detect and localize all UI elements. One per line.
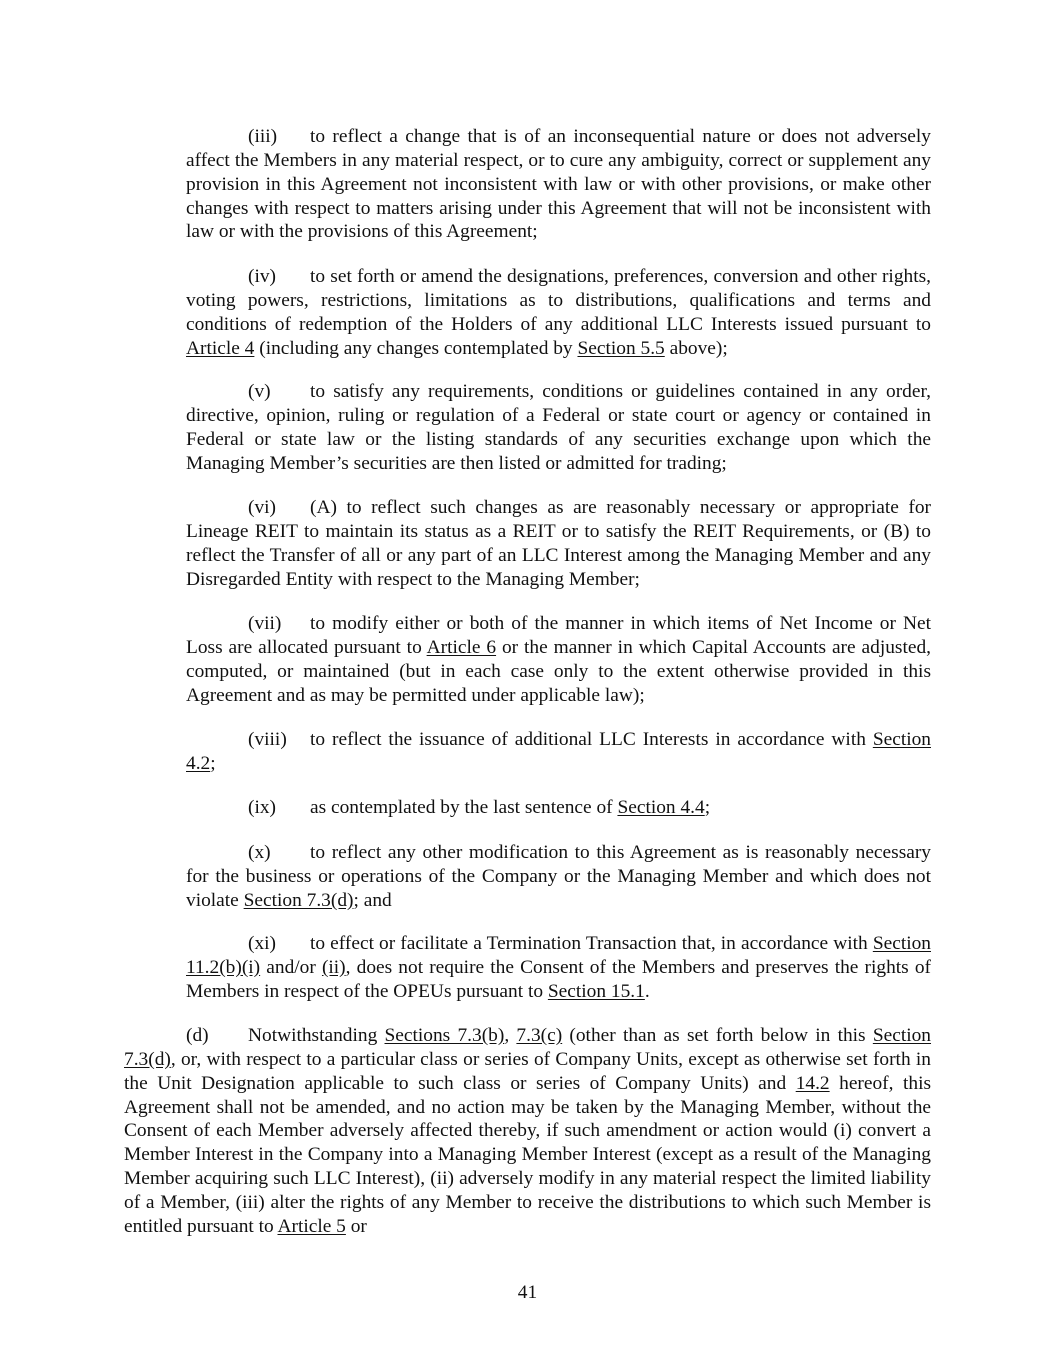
cross-reference-link[interactable]: (ii) xyxy=(321,956,346,978)
clause-label: (xi) xyxy=(248,933,276,954)
section-text: Notwithstanding xyxy=(248,1025,385,1046)
clause-text: to set forth or amend the designations, preferences, conversion and other rights, voting powers, restrictions, limitations as to distributions, qualifications and terms and conditions of redemption of the Holders of any additional LLC Interests issued pursuant to xyxy=(186,266,931,335)
clause-viii xyxy=(186,728,931,776)
cross-reference-link[interactable]: Article 6 xyxy=(426,636,497,658)
section-text: (other than as set forth below in this xyxy=(562,1025,873,1046)
cross-reference-link[interactable]: Section 5.5 xyxy=(577,337,665,359)
clause-text: ; and xyxy=(353,889,392,911)
section-text: , xyxy=(504,1025,517,1046)
clause-text: ; xyxy=(704,797,711,818)
cross-reference-link[interactable]: Section 4.2 xyxy=(186,729,931,774)
cross-reference-link[interactable]: Section 4.4 xyxy=(617,797,705,818)
clause-xi xyxy=(186,932,931,1004)
section-text: , or, with respect to a particular class or series of Company Units, except as otherwise set forth in the Unit Designation applicable to such class or series of Company Units) and xyxy=(124,1048,931,1094)
clause-text: (including any changes contemplated by xyxy=(254,337,578,359)
clause-text: and/or xyxy=(260,956,322,978)
clause-label: (vi) xyxy=(248,497,276,518)
clause-text: to reflect any other modification to this Agreement as is reasonably necessary for the business or operations of the Company or the Managing Member and which does not violate xyxy=(186,842,931,911)
cross-reference-link[interactable]: Section 7.3(d) xyxy=(243,889,354,911)
clause-iv xyxy=(186,265,931,360)
clause-label: (vii) xyxy=(248,613,282,634)
section-label: (d) xyxy=(186,1025,209,1046)
section-text: or xyxy=(345,1215,367,1237)
cross-reference-link[interactable]: Section 7.3(d) xyxy=(124,1025,932,1070)
cross-reference-link[interactable]: 7.3(c) xyxy=(516,1025,563,1046)
clause-text: (A) to reflect such changes as are reasonably necessary or appropriate for Lineage REIT to maintain its status as a REIT or to satisfy the REIT Requirements, or (B) to reflect the Transfer of all or any part of an LLC Interest among the Managing Member and any Disregarded Entity with respect to the Managing Member; xyxy=(186,497,931,590)
clause-text: above); xyxy=(664,337,728,359)
clause-text: . xyxy=(644,980,650,1002)
clause-ix xyxy=(186,796,931,820)
clause-label: (x) xyxy=(248,842,271,863)
page-number: 41 xyxy=(517,1282,538,1303)
cross-reference-link[interactable]: Article 5 xyxy=(277,1215,346,1237)
clause-label: (iii) xyxy=(248,126,278,147)
section-d xyxy=(124,1024,931,1239)
cross-reference-link[interactable]: Sections 7.3(b) xyxy=(384,1025,505,1046)
cross-reference-link[interactable]: 14.2 xyxy=(795,1072,830,1094)
cross-reference-link[interactable]: Section 15.1 xyxy=(547,980,645,1002)
cross-reference-link[interactable]: Article 4 xyxy=(186,337,255,359)
clause-label: (ix) xyxy=(248,797,276,818)
clause-v xyxy=(186,380,931,475)
clause-text: to satisfy any requirements, conditions or guidelines contained in any order, directive, opinion, ruling or regulation of a Federal or state court or agency or contained in Federal or state law or the listing standards of any securities exchange upon which the Managing Member’s securities are then listed or admitted for trading; xyxy=(186,381,931,474)
clause-text: ; xyxy=(210,752,216,774)
clause-text: , does not require the Consent of the Members and preserves the rights of Members in respect of the OPEUs pursuant to xyxy=(186,956,931,1002)
clause-text: to reflect the issuance of additional LLC Interests in accordance with xyxy=(310,729,873,750)
clause-text: or the manner in which Capital Accounts are adjusted, computed, or maintained (but in each case only to the extent otherwise provided in this Agreement and as may be permitted under applicable law); xyxy=(186,636,931,706)
section-text: hereof, this Agreement shall not be amended, and no action may be taken by the Managing Member, without the Consent of each Member adversely affected thereby, if such amendment or action would (i) convert a Member Interest in the Company into a Managing Member Interest (except as a result of the Managing Member acquiring such LLC Interest), (ii) adversely modify in any material respect the limited liability of a Member, (iii) alter the rights of any Member to receive the distributions to which such Member is entitled pursuant to xyxy=(124,1072,932,1237)
clause-text: as contemplated by the last sentence of xyxy=(310,797,618,818)
clause-label: (iv) xyxy=(248,266,276,287)
clause-vi xyxy=(186,496,931,591)
cross-reference-link[interactable]: Section 11.2(b)(i) xyxy=(186,933,931,978)
clause-x xyxy=(186,841,931,913)
clause-text: to effect or facilitate a Termination Transaction that, in accordance with xyxy=(310,933,873,954)
clause-label: (viii) xyxy=(248,729,287,750)
clause-text: to modify either or both of the manner in which items of Net Income or Net Loss are allocated pursuant to xyxy=(186,613,931,658)
clause-vii xyxy=(186,612,931,707)
clause-label: (v) xyxy=(248,381,271,402)
clause-iii xyxy=(186,125,931,244)
clause-text: to reflect a change that is of an inconsequential nature or does not adversely affect the Members in any material respect, or to cure any ambiguity, correct or supplement any provision in this Agreement not inconsistent with law or with other provisions, or make other changes with respect to matters arising under this Agreement that will not be inconsistent with law or with the provisions of this Agreement; xyxy=(186,126,931,243)
